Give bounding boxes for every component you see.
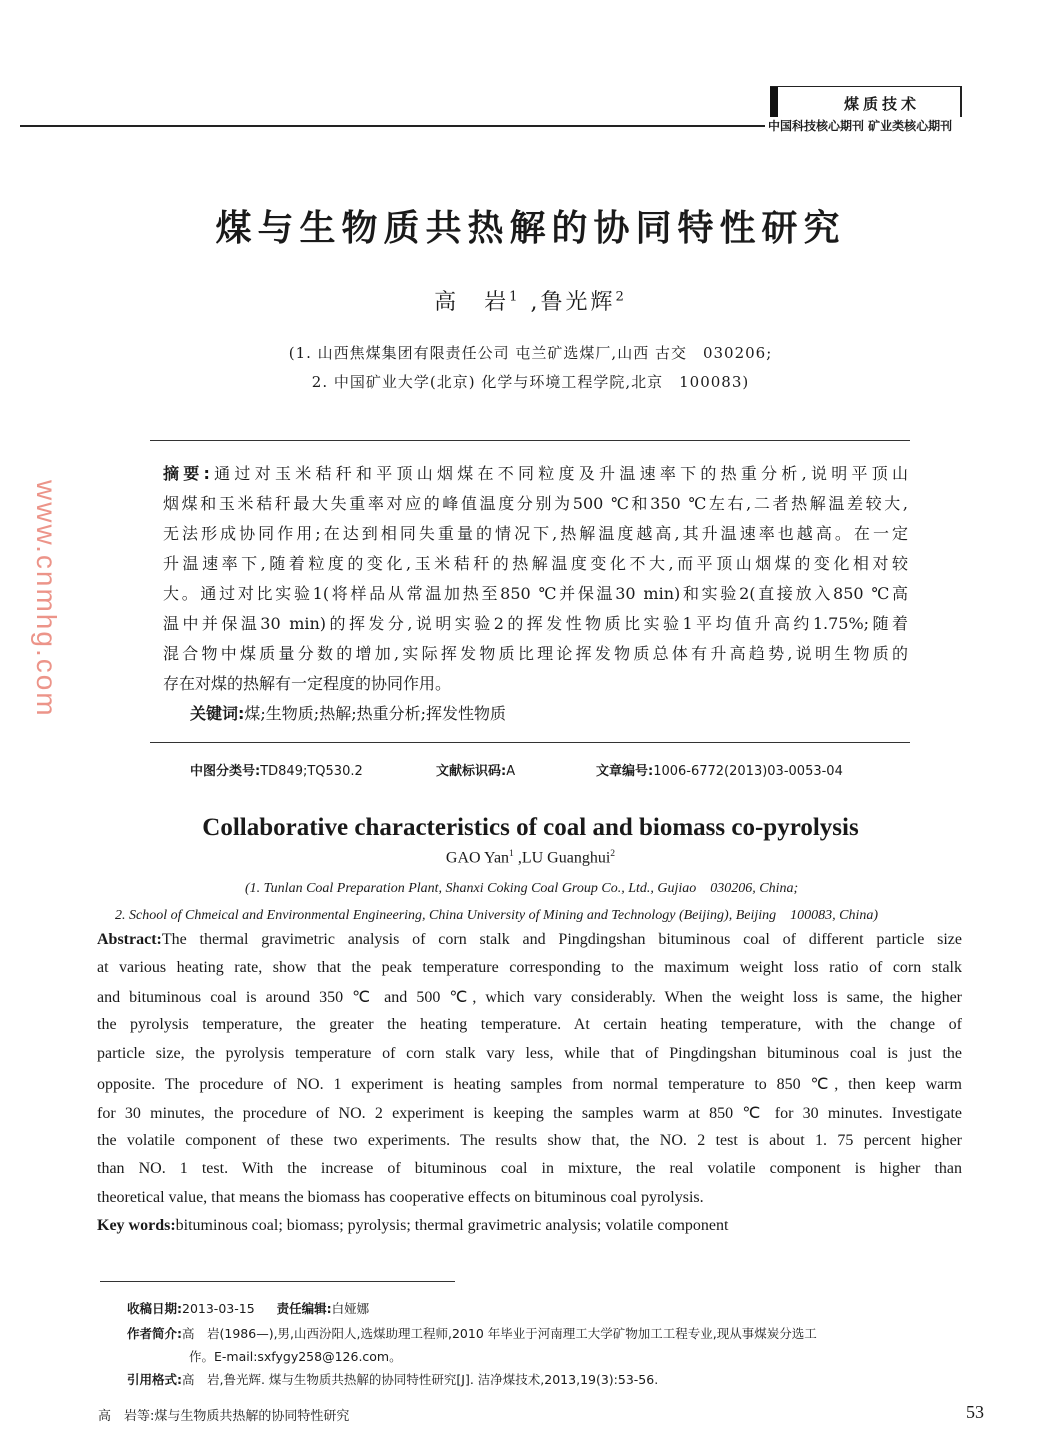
author-sup: 2: [610, 848, 616, 859]
abstract-line: 存在对煤的热解有一定程度的协同作用。: [163, 674, 452, 693]
author-sup: 2: [615, 289, 627, 305]
paper-title: 煤与生物质共热解的协同特性研究: [215, 207, 846, 249]
article-label: 文章编号:: [596, 764, 654, 779]
author-bio: [127, 1324, 817, 1342]
clc-number: [190, 760, 363, 779]
abstract-en-label: Abstract:: [97, 931, 162, 948]
affiliation-en: (1. Tunlan Coal Preparation Plant, Shanxi Coking Coal Group Co., Ltd., Gujiao 030206, China;: [245, 881, 799, 896]
abstract-en-line: opposite. The procedure of NO. 1 experiment is heating samples from normal temperature to 850 ℃, then keep warm: [97, 1076, 962, 1093]
keywords-en-text: bituminous coal; biomass; pyrolysis; thermal gravimetric analysis; volatile component: [175, 1217, 729, 1234]
clc-label: 中图分类号:: [190, 764, 261, 779]
abstract-en-line: at various heating rate, show that the peak temperature corresponding to the maximum weight loss ratio of corn stalk: [97, 959, 962, 976]
abstract-line: 无法形成协同作用;在达到相同失重量的情况下,热解温度越高,其升温速率也越高。在一定: [163, 524, 908, 543]
abstract-line: 混合物中煤质量分数的增加,实际挥发物质比理论挥发物质总体有升高趋势,说明生物质的: [163, 644, 908, 663]
abstract-line: 温中并保温30 min)的挥发分,说明实验2的挥发性物质比实验1平均值升高约1.75%;随着: [163, 614, 908, 633]
abstract-text: 通过对玉米秸秆和平顶山烟煤在不同粒度及升温速率下的热重分析,说明平顶山: [209, 464, 908, 483]
abstract-line: 升温速率下,随着粒度的变化,玉米秸秆的热解温度变化不大,而平顶山烟煤的变化相对较: [163, 554, 908, 573]
divider: [150, 742, 910, 743]
editor-label: 责任编辑:: [276, 1301, 332, 1316]
journal-tags: 中国科技核心期刊 矿业类核心期刊: [768, 119, 953, 133]
footnote-rule: [100, 1281, 455, 1282]
abstract-en-line: than NO. 1 test. With the increase of bituminous coal in mixture, the real volatile component is higher than: [97, 1160, 962, 1177]
cite-text: 高 岩,鲁光辉. 煤与生物质共热解的协同特性研究[J]. 洁净煤技术,2013,19(3):53-56.: [182, 1372, 659, 1387]
author: GAO Yan: [445, 849, 510, 867]
affiliation-en: 2. School of Chmeical and Environmental Engineering, China University of Mining and Technology (Beijing), Beijing 100083, China): [115, 908, 879, 923]
abstract-line: 大。通过对比实验1(将样品从常温加热至850 ℃并保温30 min)和实验2(直接放入850 ℃高: [163, 584, 908, 603]
running-title: 高 岩等:煤与生物质共热解的协同特性研究: [98, 1409, 350, 1424]
author-sup: 1: [509, 289, 521, 305]
author-sup: 1: [509, 848, 514, 859]
author: LU Guanghui: [521, 849, 611, 867]
abstract-en-line: the pyrolysis temperature, the greater the heating temperature. At certain heating temperature, with the change of: [97, 1016, 962, 1033]
citation: [127, 1370, 658, 1388]
column-name: 煤质技术: [843, 95, 920, 113]
abstract-line: 烟煤和玉米秸秆最大失重率对应的峰值温度分别为500 ℃和350 ℃左右,二者热解温差较大,: [163, 494, 908, 513]
author: 鲁光辉: [540, 290, 616, 315]
english-title: Collaborative characteristics of coal and biomass co-pyrolysis: [202, 814, 859, 841]
received-date: [127, 1299, 369, 1317]
abstract-en-line: [97, 931, 962, 949]
abstract-en-line: the volatile component of these two experiments. The results show that, the NO. 2 test is about 1. 75 percent higher: [97, 1132, 962, 1149]
column-header-box: [770, 86, 962, 117]
bio-label: 作者简介:: [127, 1326, 182, 1341]
received-label: 收稿日期:: [127, 1301, 182, 1316]
header-bar: [770, 87, 778, 117]
keywords-text: 煤;生物质;热解;热重分析;挥发性物质: [244, 704, 506, 723]
doc-code: [436, 760, 515, 779]
abstract-en-line: theoretical value, that means the biomass has cooperative effects on bituminous coal pyrolysis.: [97, 1189, 704, 1206]
received-value: 2013-03-15: [182, 1301, 255, 1316]
authors-en: GAO Yan$^1$ ,LU Guanghui$^2$: [445, 848, 616, 867]
keywords-cn: [190, 701, 935, 724]
abstract-en-line: particle size, the pyrolysis temperature of corn stalk vary less, while that of Pingdingshan bituminous coal is just the: [97, 1045, 962, 1062]
editor-value: 白娅娜: [331, 1301, 370, 1316]
page-number: 53: [966, 1402, 984, 1422]
header-rule: [20, 125, 765, 127]
author-bio-cont: 作。E-mail:sxfygy258@126.com。: [189, 1349, 402, 1364]
divider: [150, 440, 910, 441]
keywords-label: 关键词:: [190, 704, 245, 723]
abstract-en-line: for 30 minutes, the procedure of NO. 2 experiment is keeping the samples warm at 850 ℃ for 30 minutes. Investigate: [97, 1105, 962, 1122]
abstract-en-text: The thermal gravimetric analysis of corn stalk and Pingdingshan bituminous coal of different particle size: [161, 931, 962, 948]
affiliation: (1. 山西焦煤集团有限责任公司 屯兰矿选煤厂,山西 古交 030206;: [288, 344, 773, 362]
doc-value: A: [506, 764, 516, 779]
clc-value: TD849;TQ530.2: [260, 764, 363, 779]
abstract-label: 摘要:: [163, 464, 210, 483]
keywords-en: [97, 1217, 962, 1235]
affiliation: 2. 中国矿业大学(北京) 化学与环境工程学院,北京 100083): [311, 373, 750, 391]
abstract-line: [163, 461, 908, 484]
cite-label: 引用格式:: [127, 1372, 182, 1387]
doc-label: 文献标识码:: [436, 764, 507, 779]
authors-cn: 高 岩$^1$ ,鲁光辉$^2$: [434, 289, 627, 315]
author: 高 岩: [434, 290, 510, 315]
watermark-text: www.cnmhg.com: [31, 480, 62, 718]
article-value: 1006-6772(2013)03-0053-04: [653, 764, 843, 779]
abstract-en-line: and bituminous coal is around 350 ℃ and 500 ℃, which vary considerably. When the weight loss is same, the higher: [97, 989, 962, 1006]
article-number: [596, 760, 843, 779]
bio-text: 高 岩(1986—),男,山西汾阳人,选煤助理工程师,2010 年毕业于河南理工大学矿物加工工程专业,现从事煤炭分选工: [182, 1326, 817, 1341]
keywords-en-label: Key words:: [97, 1217, 176, 1234]
